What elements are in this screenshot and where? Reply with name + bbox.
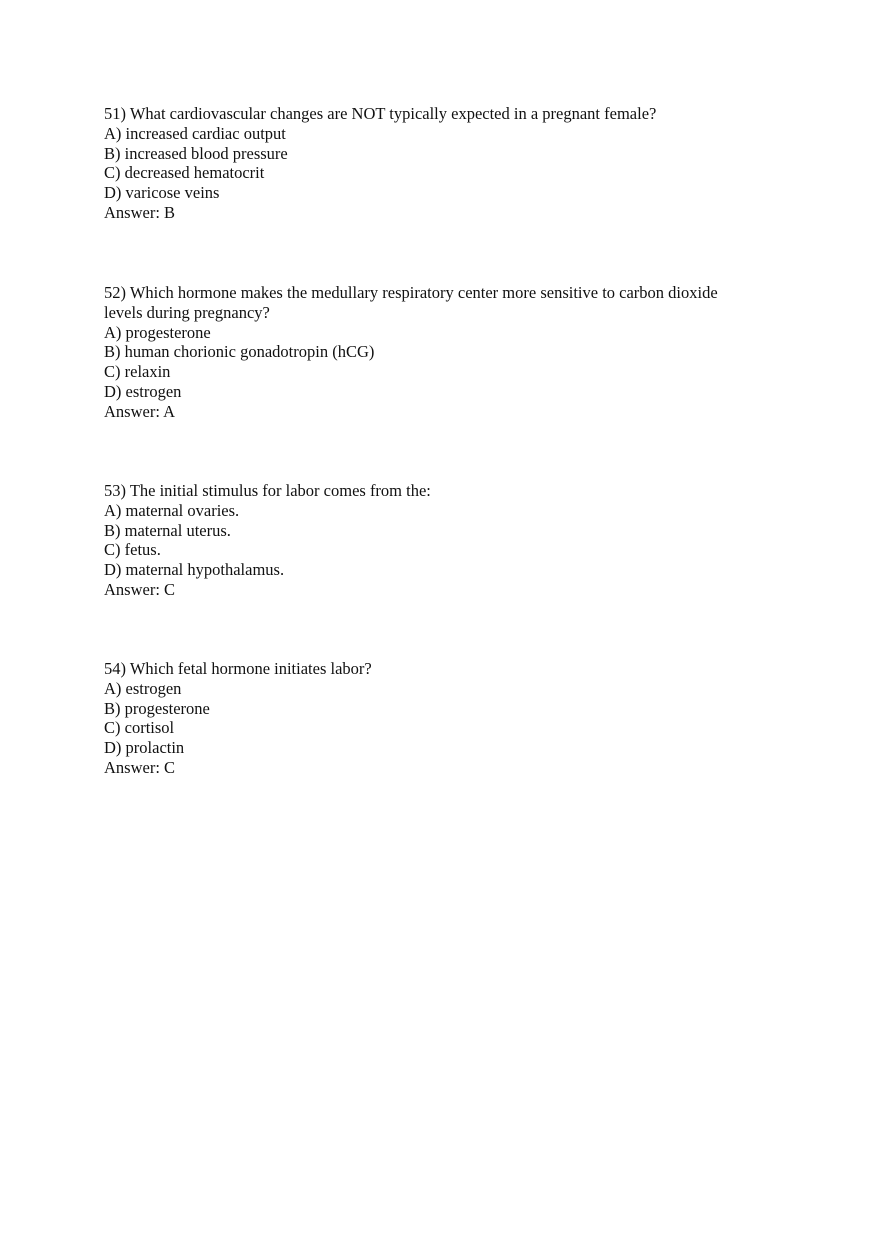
- option-b: B) human chorionic gonadotropin (hCG): [104, 342, 375, 362]
- option-c: C) relaxin: [104, 362, 171, 382]
- option-d: D) varicose veins: [104, 183, 220, 203]
- option-d: D) estrogen: [104, 381, 182, 401]
- option-b: B) increased blood pressure: [104, 143, 288, 163]
- answer-key: Answer: C: [104, 757, 176, 777]
- question-52: [104, 283, 784, 422]
- question-stem: 54) Which fetal hormone initiates labor?: [104, 659, 372, 678]
- question-54: [104, 659, 784, 778]
- answer-key: Answer: B: [104, 202, 176, 222]
- answer-key: Answer: A: [104, 401, 176, 421]
- question-stem: 52) Which hormone makes the medullary respiratory center more sensitive to carbon dioxide: [104, 283, 718, 302]
- option-a: A) estrogen: [104, 678, 182, 698]
- option-c: C) decreased hematocrit: [104, 163, 265, 183]
- option-d: D) prolactin: [104, 738, 185, 758]
- option-a: A) maternal ovaries.: [104, 500, 240, 520]
- option-b: B) progesterone: [104, 698, 210, 718]
- option-b: B) maternal uterus.: [104, 520, 231, 540]
- question-53: [104, 481, 784, 600]
- option-a: A) progesterone: [104, 322, 211, 342]
- question-stem-continued: levels during pregnancy?: [104, 302, 270, 322]
- option-d: D) maternal hypothalamus.: [104, 560, 285, 580]
- question-stem: 51) What cardiovascular changes are NOT typically expected in a pregnant female?: [104, 104, 657, 123]
- answer-key: Answer: C: [104, 579, 176, 599]
- option-c: C) fetus.: [104, 540, 161, 560]
- question-51: [104, 104, 784, 223]
- option-c: C) cortisol: [104, 718, 175, 738]
- option-a: A) increased cardiac output: [104, 123, 286, 143]
- question-stem: 53) The initial stimulus for labor comes from the:: [104, 481, 431, 500]
